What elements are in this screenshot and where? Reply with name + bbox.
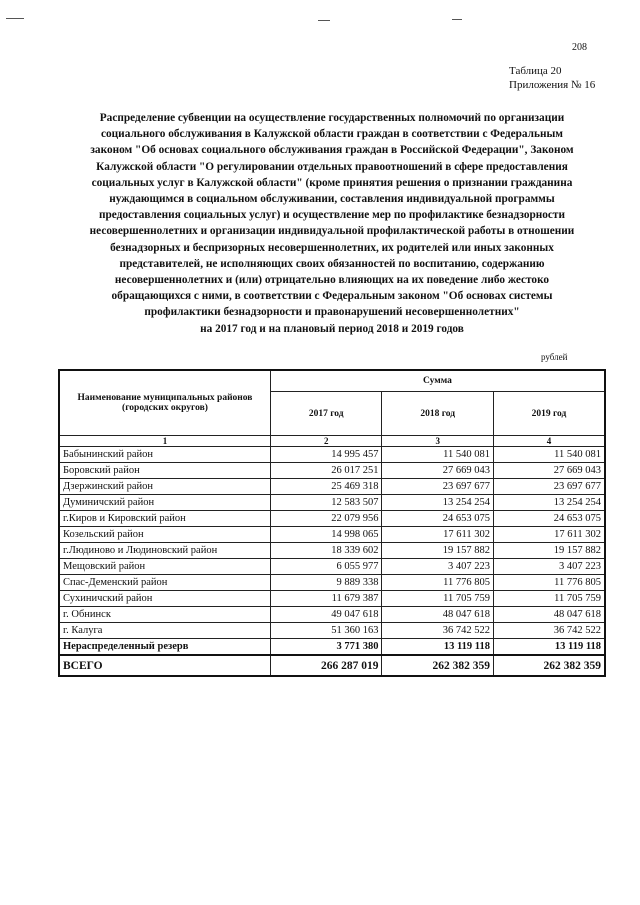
value-2017: 49 047 618 [270,607,382,623]
value-2018: 19 157 882 [382,543,494,559]
value-2017: 6 055 977 [270,559,382,575]
table-row [59,527,605,543]
value-2017: 18 339 602 [270,543,382,559]
district-name: Козельский район [59,527,270,543]
table-row [59,623,605,639]
value-2019: 17 611 302 [493,527,605,543]
title-line: несовершеннолетних и (или) отрицательно влияющих на их поведение либо жестоко [114,274,550,287]
scan-mark-center [318,20,330,21]
sum-column-header: Сумма [270,370,605,392]
total-row [59,655,605,676]
value-2017: 22 079 956 [270,511,382,527]
municipality-column-header: Наименование муниципальных районов (городских округов) [59,370,270,436]
table-row [59,463,605,479]
value-2017: 11 679 387 [270,591,382,607]
title-line: социальных услуг в Калужской области" (кроме принятия решения о признании гражданина [91,176,573,189]
page-number: 208 [572,42,587,53]
value-2018: 24 653 075 [382,511,494,527]
reserve-2018: 13 119 118 [382,639,494,656]
year-2018-header: 2018 год [382,392,494,436]
district-name: Боровский район [59,463,270,479]
value-2018: 23 697 677 [382,479,494,495]
value-2019: 11 705 759 [493,591,605,607]
total-2017: 266 287 019 [270,655,382,676]
scan-mark-right [452,19,462,20]
value-2018: 27 669 043 [382,463,494,479]
district-name: г.Киров и Кировский район [59,511,270,527]
value-2018: 3 407 223 [382,559,494,575]
subsidy-distribution-table [58,369,606,677]
title-line: нуждающимся в социальном обслуживании, составления индивидуальной программы [109,193,555,206]
value-2017: 14 998 065 [270,527,382,543]
title-line: социального обслуживания в Калужской области граждан в соответствии с Федеральным [101,128,563,141]
value-2018: 11 776 805 [382,575,494,591]
title-period-line: на 2017 год и на плановый период 2018 и 2019 годов [200,322,464,335]
total-2018: 262 382 359 [382,655,494,676]
value-2017: 9 889 338 [270,575,382,591]
table-label: Таблица 20 [509,65,562,77]
scan-mark-left [6,18,24,19]
reserve-2019: 13 119 118 [493,639,605,656]
district-name: Дзержинский район [59,479,270,495]
value-2017: 14 995 457 [270,447,382,463]
value-2019: 11 540 081 [493,447,605,463]
title-line: представителей, не исполняющих своих обязанностей по воспитанию, содержанию [119,257,545,270]
value-2019: 24 653 075 [493,511,605,527]
title-line: несовершеннолетних и организации индивидуальной профилактической работы в отношении [89,225,575,238]
district-name: г.Людиново и Людиновский район [59,543,270,559]
value-2018: 17 611 302 [382,527,494,543]
year-2017-header: 2017 год [270,392,382,436]
district-name: Спас-Деменский район [59,575,270,591]
value-2017: 26 017 251 [270,463,382,479]
district-name: Думиничский район [59,495,270,511]
column-number: 3 [382,436,494,447]
table-row [59,591,605,607]
table-row [59,559,605,575]
district-name: г. Калуга [59,623,270,639]
units-label: рублей [541,352,568,362]
table-reference [509,64,595,92]
value-2017: 25 469 318 [270,479,382,495]
table-row [59,479,605,495]
value-2019: 48 047 618 [493,607,605,623]
table-row [59,575,605,591]
value-2018: 13 254 254 [382,495,494,511]
value-2019: 36 742 522 [493,623,605,639]
value-2019: 11 776 805 [493,575,605,591]
table-row [59,447,605,463]
title-line: Калужской области "О регулировании отдельных правоотношений в сфере предоставления [96,160,568,173]
appendix-label: Приложения № 16 [509,79,596,91]
reserve-row [59,639,605,656]
year-2019-header: 2019 год [493,392,605,436]
reserve-label: Нераспределенный резерв [59,639,270,656]
value-2018: 11 540 081 [382,447,494,463]
value-2017: 12 583 507 [270,495,382,511]
district-name: г. Обнинск [59,607,270,623]
value-2019: 13 254 254 [493,495,605,511]
column-number: 1 [59,436,270,447]
district-name: Бабынинский район [59,447,270,463]
title-line: обращающихся с ними, в соответствии с Федеральным законом "Об основах системы [111,290,553,303]
value-2019: 19 157 882 [493,543,605,559]
reserve-2017: 3 771 380 [270,639,382,656]
table-row [59,607,605,623]
value-2018: 48 047 618 [382,607,494,623]
value-2017: 51 360 163 [270,623,382,639]
table-row [59,511,605,527]
title-line: законом "Об основах социального обслуживания граждан в Российской Федерации", Законом [90,144,574,157]
total-2019: 262 382 359 [493,655,605,676]
column-number: 2 [270,436,382,447]
total-label: ВСЕГО [59,655,270,676]
district-name: Сухиничский район [59,591,270,607]
value-2019: 27 669 043 [493,463,605,479]
title-line: предоставления социальных услуг) и осуществление мер по профилактике безнадзорности [99,209,565,222]
title-line: безнадзорных и беспризорных несовершеннолетних, их родителей или иных законных [110,241,554,254]
value-2019: 3 407 223 [493,559,605,575]
value-2019: 23 697 677 [493,479,605,495]
column-number: 4 [493,436,605,447]
document-title [58,110,606,337]
title-line: Распределение субвенции на осуществление государственных полномочий по организации [99,112,565,124]
table-row [59,543,605,559]
title-line: профилактики безнадзорности и правонарушений несовершеннолетних" [144,306,520,319]
district-name: Мещовский район [59,559,270,575]
value-2018: 11 705 759 [382,591,494,607]
value-2018: 36 742 522 [382,623,494,639]
table-row [59,495,605,511]
